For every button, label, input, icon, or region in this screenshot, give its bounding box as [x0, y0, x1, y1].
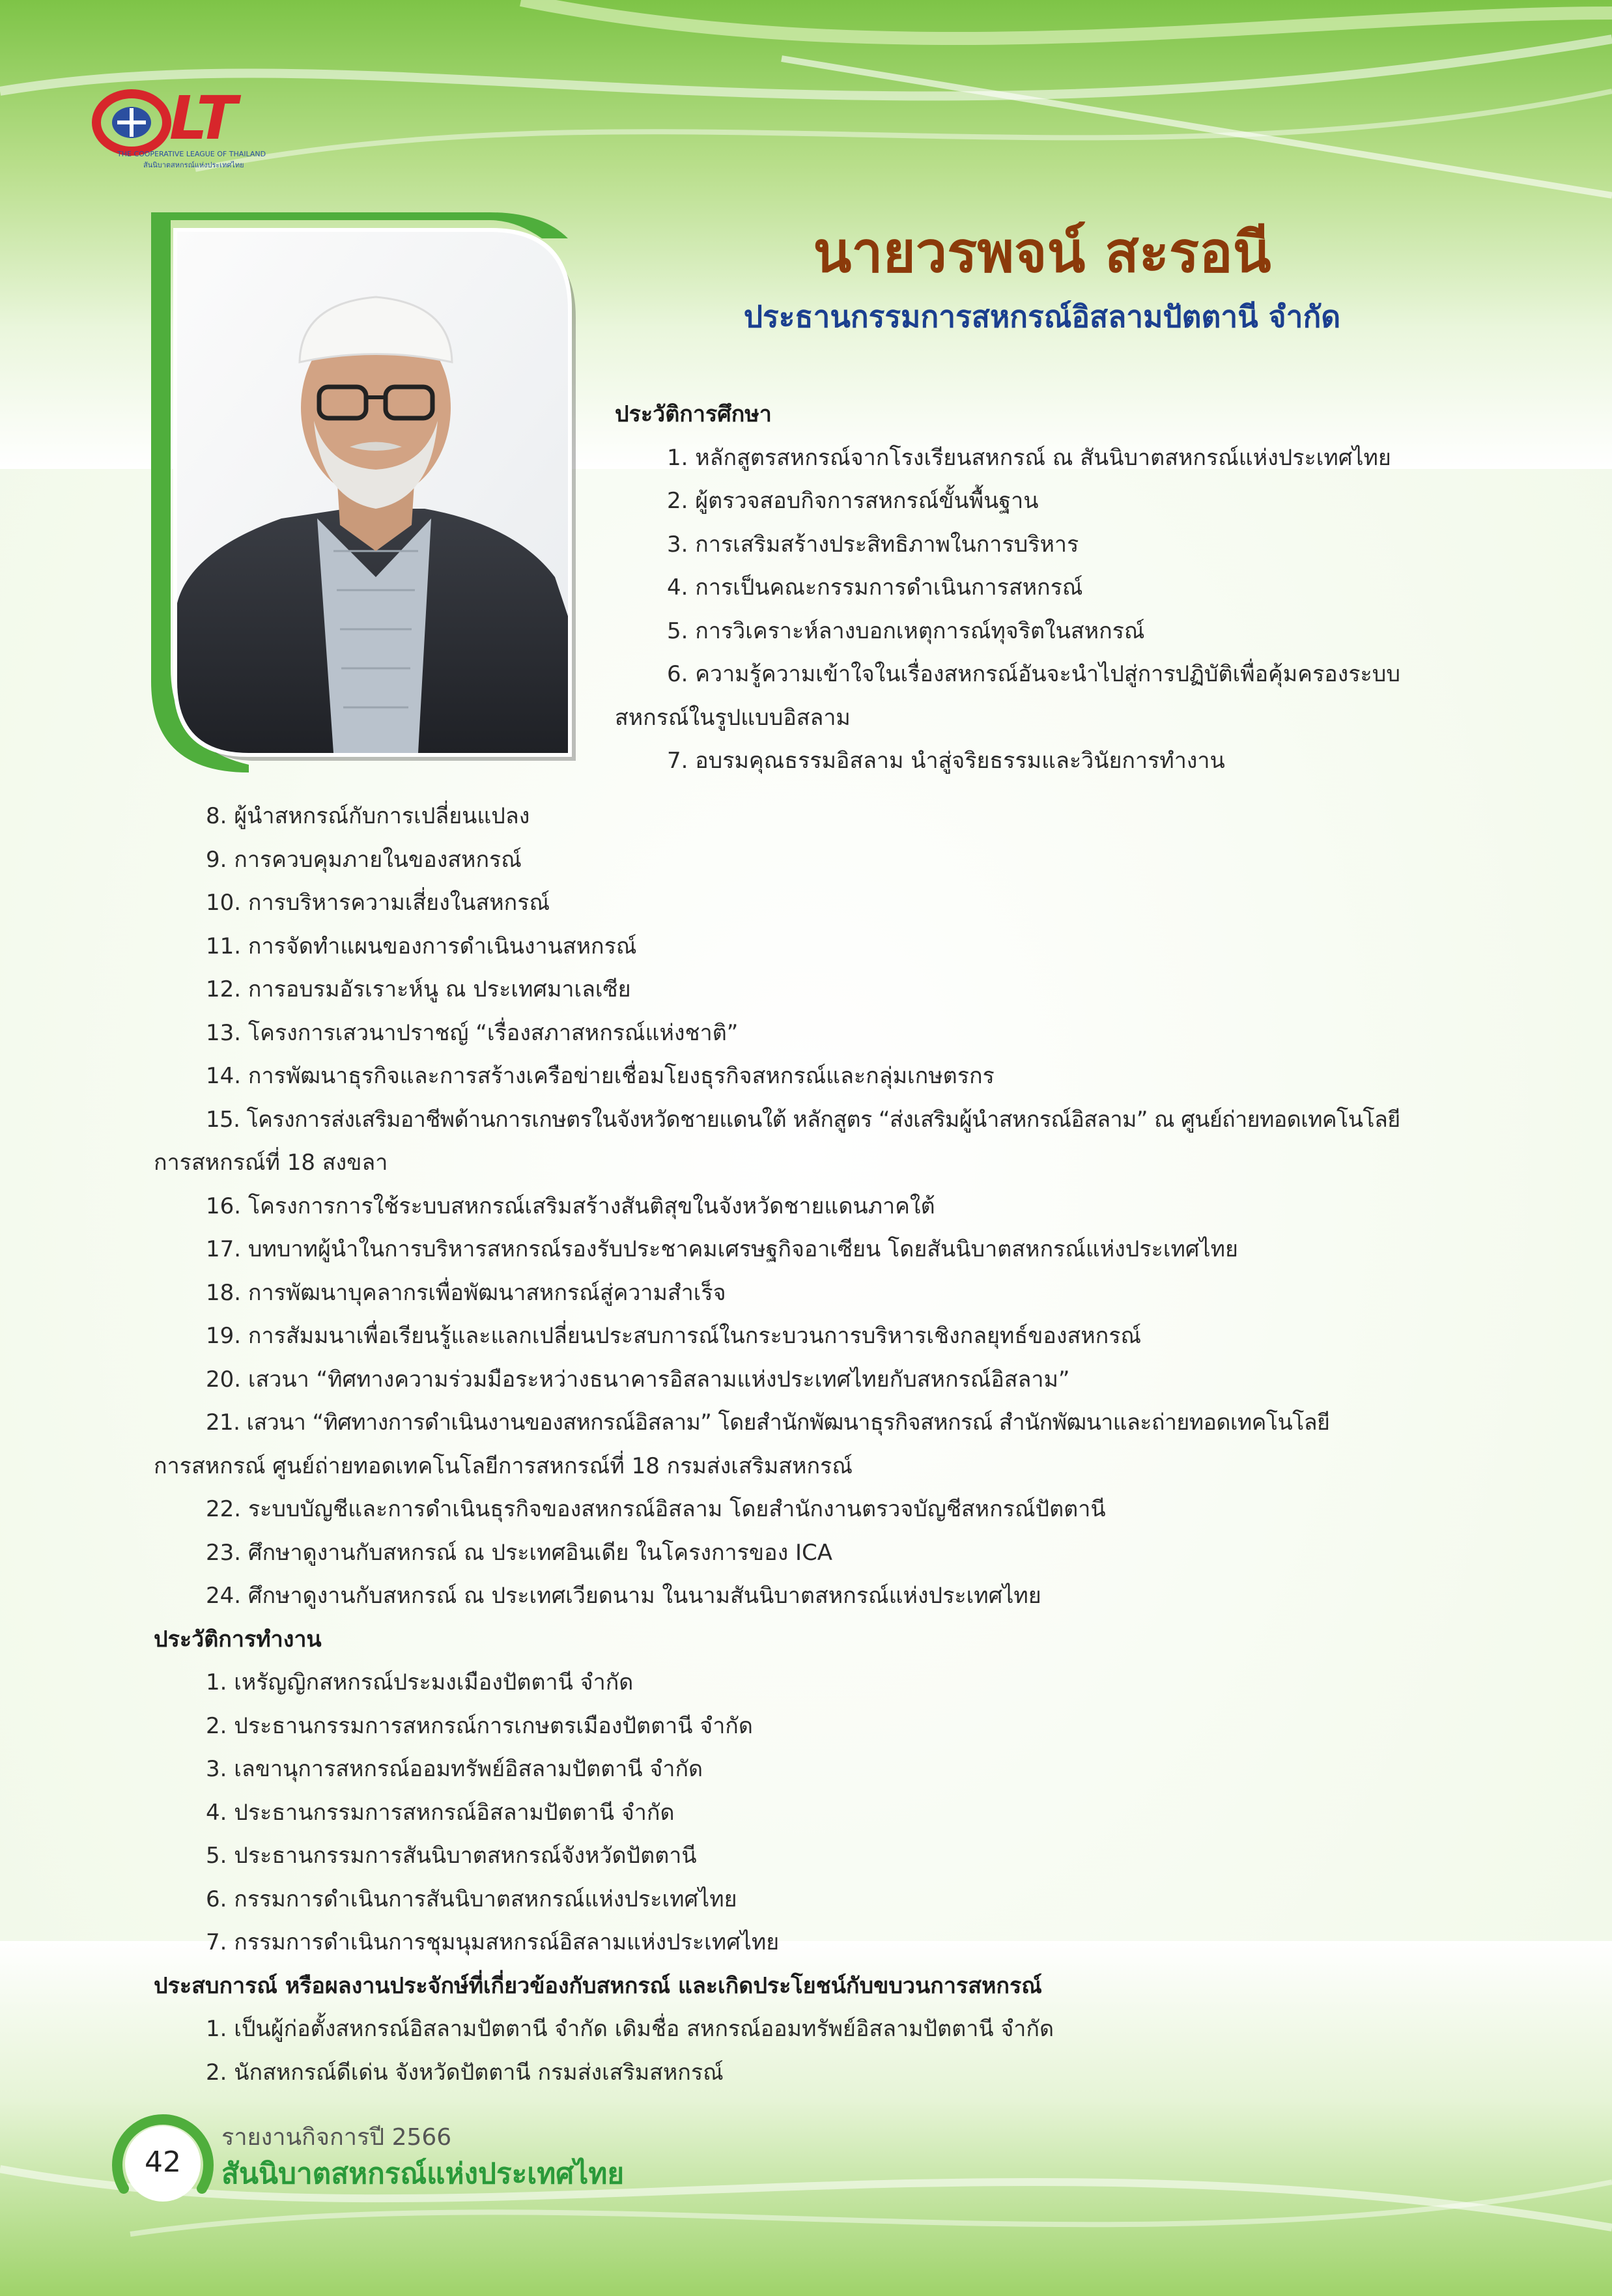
list-item: 24. ศึกษาดูงานกับสหกรณ์ ณ ประเทศเวียดนาม ในนามสันนิบาตสหกรณ์แห่งประเทศไทย — [206, 1583, 1041, 1609]
page-number: 42 — [145, 2146, 181, 2179]
list-item: 22. ระบบบัญชีและการดำเนินธุรกิจของสหกรณ์อิสลาม โดยสำนักงานตรวจบัญชีสหกรณ์ปัตตานี — [206, 1496, 1106, 1522]
list-item: 14. การพัฒนาธุรกิจและการสร้างเครือข่ายเชื่อมโยงธุรกิจสหกรณ์และกลุ่มเกษตรกร — [206, 1063, 995, 1089]
list-item: 2. นักสหกรณ์ดีเด่น จังหวัดปัตตานี กรมส่งเสริมสหกรณ์ — [206, 2059, 724, 2086]
list-item: 18. การพัฒนาบุคลากรเพื่อพัฒนาสหกรณ์สู่ความสำเร็จ — [206, 1279, 726, 1306]
list-item: 19. การสัมมนาเพื่อเรียนรู้และแลกเปลี่ยนประสบการณ์ในกระบวนการบริหารเชิงกลยุทธ์ของสหกรณ์ — [206, 1323, 1142, 1349]
list-item: 7. อบรมคุณธรรมอิสลาม นำสู่จริยธรรมและวินัยการทำงาน — [667, 748, 1225, 774]
list-item: 2. ผู้ตรวจสอบกิจการสหกรณ์ขั้นพื้นฐาน — [667, 488, 1039, 514]
clt-logo — [91, 85, 293, 169]
work-heading: ประวัติการทำงาน — [154, 1626, 322, 1652]
list-item: 20. เสวนา “ทิศทางความร่วมมือระหว่างธนาคารอิสลามแห่งประเทศไทยกับสหกรณ์อิสลาม” — [206, 1366, 1070, 1393]
experience-heading: ประสบการณ์ หรือผลงานประจักษ์ที่เกี่ยวข้องกับสหกรณ์ และเกิดประโยชน์กับขบวนการสหกรณ์ — [154, 1972, 1042, 1999]
logo-subtitle-en: THE COOPERATIVE LEAGUE OF THAILAND — [117, 150, 266, 158]
list-item: 10. การบริหารความเสี่ยงในสหกรณ์ — [206, 890, 550, 916]
footer-organization: สันนิบาตสหกรณ์แห่งประเทศไทย — [221, 2157, 625, 2190]
list-item: 6. ความรู้ความเข้าใจในเรื่องสหกรณ์อันจะนำไปสู่การปฏิบัติเพื่อคุ้มครองระบบ — [667, 661, 1400, 687]
list-item: 1. เป็นผู้ก่อตั้งสหกรณ์อิสลามปัตตานี จำกัด เดิมชื่อ สหกรณ์ออมทรัพย์อิสลามปัตตานี จำกัด — [206, 2016, 1054, 2042]
education-heading: ประวัติการศึกษา — [615, 401, 772, 427]
list-item: 7. กรรมการดำเนินการชุมนุมสหกรณ์อิสลามแห่งประเทศไทย — [206, 1929, 780, 1955]
list-item: 23. ศึกษาดูงานกับสหกรณ์ ณ ประเทศอินเดีย ในโครงการของ ICA — [206, 1539, 833, 1566]
logo-subtitle-th: สันนิบาตสหกรณ์แห่งประเทศไทย — [143, 161, 244, 169]
person-name: นายวรพจน์ สะรอนี — [813, 220, 1271, 285]
list-item: 3. การเสริมสร้างประสิทธิภาพในการบริหาร — [667, 531, 1079, 558]
logo-letters: LT — [169, 83, 236, 153]
list-item: 6. กรรมการดำเนินการสันนิบาตสหกรณ์แห่งประเทศไทย — [206, 1886, 737, 1912]
list-item: 8. ผู้นำสหกรณ์กับการเปลี่ยนแปลง — [206, 803, 530, 829]
list-item-continuation: สหกรณ์ในรูปแบบอิสลาม — [615, 704, 851, 731]
list-item: 15. โครงการส่งเสริมอาชีพด้านการเกษตรในจังหวัดชายแดนใต้ หลักสูตร “ส่งเสริมผู้นำสหกรณ์อิสลาม” ณ ศูนย์ถ่ายทอดเทคโนโลยี — [206, 1106, 1400, 1133]
list-item: 13. โครงการเสวนาปราชญ์ “เรื่องสภาสหกรณ์แห่งชาติ” — [206, 1019, 739, 1046]
list-item: 1. หลักสูตรสหกรณ์จากโรงเรียนสหกรณ์ ณ สันนิบาตสหกรณ์แห่งประเทศไทย — [667, 444, 1391, 471]
portrait-photo — [151, 212, 581, 772]
list-item: 3. เลขานุการสหกรณ์ออมทรัพย์อิสลามปัตตานี จำกัด — [206, 1756, 703, 1782]
list-item: 4. ประธานกรรมการสหกรณ์อิสลามปัตตานี จำกัด — [206, 1799, 675, 1826]
list-item: 5. ประธานกรรมการสันนิบาตสหกรณ์จังหวัดปัตตานี — [206, 1843, 697, 1869]
list-item-continuation: การสหกรณ์ที่ 18 สงขลา — [154, 1150, 388, 1176]
education-section-top — [615, 393, 1481, 783]
list-item: 9. การควบคุมภายในของสหกรณ์ — [206, 846, 522, 873]
main-content — [154, 795, 1469, 2094]
list-item: 1. เหรัญญิกสหกรณ์ประมงเมืองปัตตานี จำกัด — [206, 1669, 634, 1695]
list-item: 11. การจัดทำแผนของการดำเนินงานสหกรณ์ — [206, 933, 637, 959]
list-item: 16. โครงการการใช้ระบบสหกรณ์เสริมสร้างสันติสุขในจังหวัดชายแดนภาคใต้ — [206, 1193, 935, 1219]
list-item: 17. บทบาทผู้นำในการบริหารสหกรณ์รองรับประชาคมเศรษฐกิจอาเซียน โดยสันนิบาตสหกรณ์แห่งประเทศไทย — [206, 1236, 1238, 1262]
logo-wordmark — [130, 83, 236, 153]
person-position: ประธานกรรมการสหกรณ์อิสลามปัตตานี จำกัด — [743, 299, 1341, 334]
footer-report-year: รายงานกิจการปี 2566 — [221, 2124, 452, 2151]
list-item: 4. การเป็นคณะกรรมการดำเนินการสหกรณ์ — [667, 574, 1083, 601]
list-item: 2. ประธานกรรมการสหกรณ์การเกษตรเมืองปัตตานี จำกัด — [206, 1712, 753, 1739]
list-item: 5. การวิเคราะห์ลางบอกเหตุการณ์ทุจริตในสหกรณ์ — [667, 617, 1145, 644]
list-item: 21. เสวนา “ทิศทางการดำเนินงานของสหกรณ์อิสลาม” โดยสำนักพัฒนาธุรกิจสหกรณ์ สำนักพัฒนาและถ่ายทอดเทคโนโลยี — [206, 1410, 1330, 1436]
list-item: 12. การอบรมอัรเราะห์นู ณ ประเทศมาเลเซีย — [206, 976, 631, 1002]
list-item-continuation: การสหกรณ์ ศูนย์ถ่ายทอดเทคโนโลยีการสหกรณ์ที่ 18 กรมส่งเสริมสหกรณ์ — [154, 1453, 853, 1479]
